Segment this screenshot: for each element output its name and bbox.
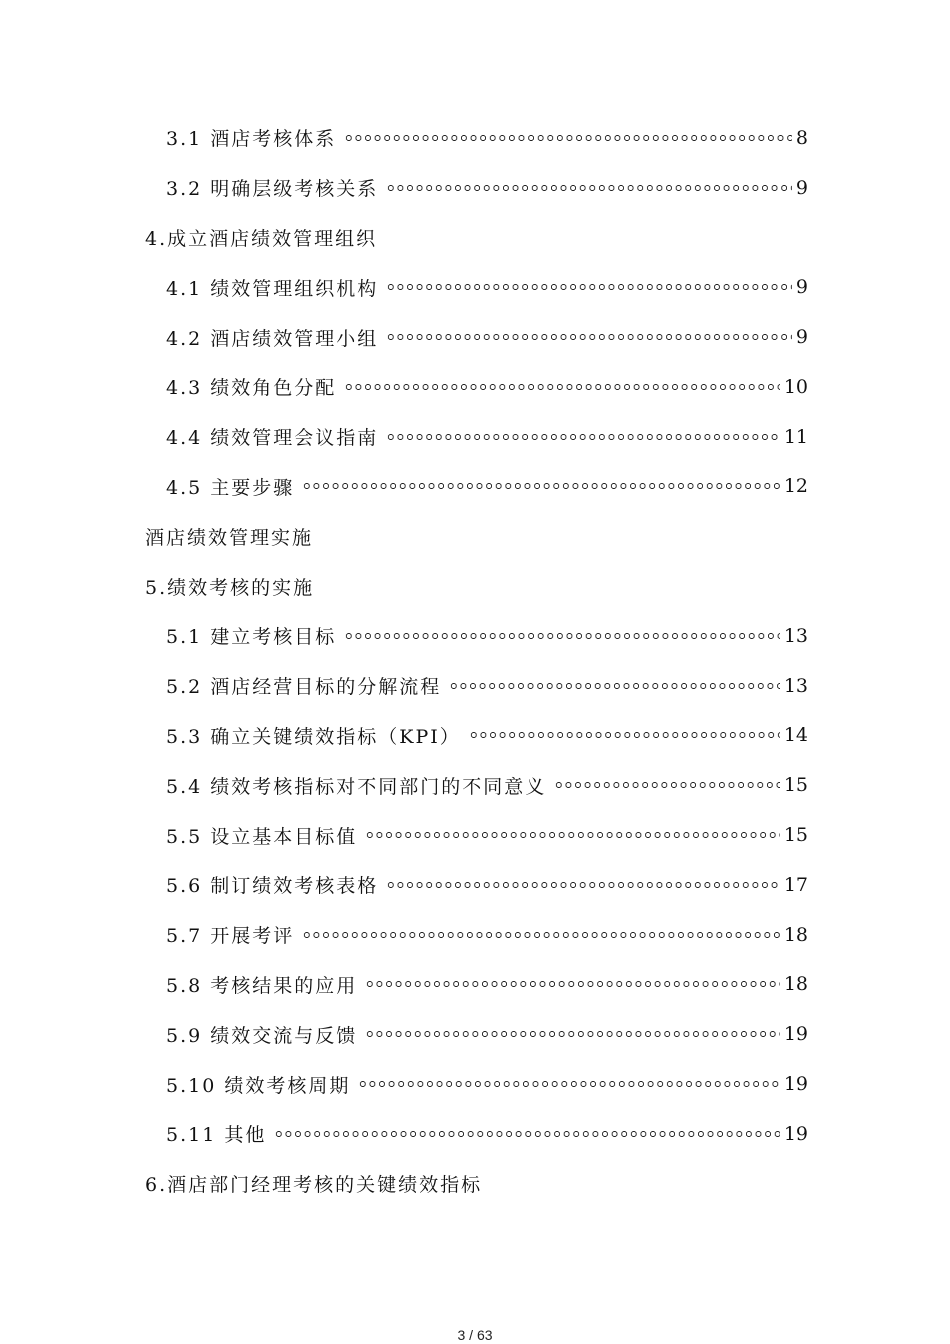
toc-entry[interactable] <box>0 312 808 362</box>
toc-entry-title: 5.5 设立基本目标值 <box>166 825 358 848</box>
toc-entry[interactable] <box>0 362 808 412</box>
toc-dot-leader <box>344 133 792 143</box>
toc-entry[interactable] <box>0 412 808 462</box>
toc-dot-leader <box>386 282 792 292</box>
toc-entry-title: 5.10 绩效考核周期 <box>166 1074 351 1097</box>
toc-dot-leader <box>554 780 780 790</box>
toc-entry[interactable] <box>0 910 808 960</box>
toc-dot-leader <box>365 830 780 840</box>
toc-dot-leader <box>449 681 780 691</box>
toc-heading[interactable] <box>0 511 950 561</box>
toc-dot-leader <box>386 332 792 342</box>
toc-heading[interactable] <box>0 213 950 263</box>
toc-entry[interactable] <box>0 1059 808 1109</box>
toc-page-number: 19 <box>783 1122 808 1145</box>
toc-entry-title: 6.酒店部门经理考核的关键绩效指标 <box>145 1174 483 1197</box>
toc-entry[interactable] <box>0 960 808 1010</box>
toc-entry-title: 5.6 制订绩效考核表格 <box>166 875 379 898</box>
toc-page-number: 19 <box>783 1073 808 1096</box>
toc-entry[interactable] <box>0 262 808 312</box>
toc-dot-leader <box>344 631 780 641</box>
toc-page-number: 15 <box>783 824 808 847</box>
toc-page-number: 9 <box>795 176 808 199</box>
toc-page-number: 14 <box>783 724 808 747</box>
toc-entry-title: 酒店绩效管理实施 <box>145 526 314 549</box>
toc-dot-leader <box>386 432 780 442</box>
toc-entry[interactable] <box>0 661 808 711</box>
toc-entry[interactable] <box>0 1009 808 1059</box>
toc-page-number: 9 <box>795 326 808 349</box>
toc-entry-title: 3.2 明确层级考核关系 <box>166 178 379 201</box>
toc-entry-title: 4.1 绩效管理组织机构 <box>166 277 379 300</box>
toc-dot-leader <box>358 1079 779 1089</box>
toc-entry-title: 3.1 酒店考核体系 <box>166 128 337 151</box>
toc-entry[interactable] <box>0 860 808 910</box>
toc-dot-leader <box>469 730 780 740</box>
toc-page-number: 17 <box>783 873 808 896</box>
toc-entry[interactable] <box>0 1109 808 1159</box>
toc-heading[interactable] <box>0 1159 950 1209</box>
toc-entry[interactable] <box>0 711 808 761</box>
toc-page-number: 12 <box>783 475 808 498</box>
toc-page-number: 10 <box>783 375 808 398</box>
toc-page-number: 18 <box>783 973 808 996</box>
toc-entry-title: 5.9 绩效交流与反馈 <box>166 1024 358 1047</box>
toc-entry[interactable] <box>0 462 808 512</box>
toc-dot-leader <box>386 880 780 890</box>
toc-entry-title: 5.1 建立考核目标 <box>166 626 337 649</box>
toc-page-number: 11 <box>783 425 808 448</box>
toc-dot-leader <box>365 1029 780 1039</box>
toc-heading[interactable] <box>0 561 950 611</box>
toc-page-number: 13 <box>783 674 808 697</box>
toc-entry-title: 5.7 开展考评 <box>166 925 295 948</box>
toc-dot-leader <box>344 382 780 392</box>
toc-dot-leader <box>386 183 792 193</box>
toc-entry[interactable] <box>0 113 808 163</box>
table-of-contents <box>0 113 950 1209</box>
toc-entry-title: 5.2 酒店经营目标的分解流程 <box>166 676 442 699</box>
toc-entry-title: 5.绩效考核的实施 <box>145 576 315 599</box>
toc-dot-leader <box>302 481 780 491</box>
toc-entry-title: 4.4 绩效管理会议指南 <box>166 427 379 450</box>
toc-entry-title: 5.8 考核结果的应用 <box>166 974 358 997</box>
toc-entry-title: 4.3 绩效角色分配 <box>166 377 337 400</box>
toc-page-number: 9 <box>795 276 808 299</box>
toc-entry-title: 4.5 主要步骤 <box>166 476 295 499</box>
toc-dot-leader <box>365 979 780 989</box>
toc-page-number: 15 <box>783 774 808 797</box>
toc-page-number: 19 <box>783 1023 808 1046</box>
toc-dot-leader <box>274 1129 779 1139</box>
toc-entry[interactable] <box>0 760 808 810</box>
toc-entry-title: 5.11 其他 <box>166 1124 267 1147</box>
toc-page-number: 8 <box>795 126 808 149</box>
toc-entry[interactable] <box>0 611 808 661</box>
toc-page-number: 18 <box>783 923 808 946</box>
toc-entry-title: 4.2 酒店绩效管理小组 <box>166 327 379 350</box>
toc-page-number: 13 <box>783 624 808 647</box>
toc-entry[interactable] <box>0 163 808 213</box>
toc-entry[interactable] <box>0 810 808 860</box>
toc-dot-leader <box>302 930 780 940</box>
page-number: 3 / 63 <box>457 1327 493 1343</box>
toc-entry-title: 4.成立酒店绩效管理组织 <box>145 227 378 250</box>
toc-entry-title: 5.3 确立关键绩效指标（KPI） <box>166 725 461 748</box>
toc-entry-title: 5.4 绩效考核指标对不同部门的不同意义 <box>166 775 547 798</box>
